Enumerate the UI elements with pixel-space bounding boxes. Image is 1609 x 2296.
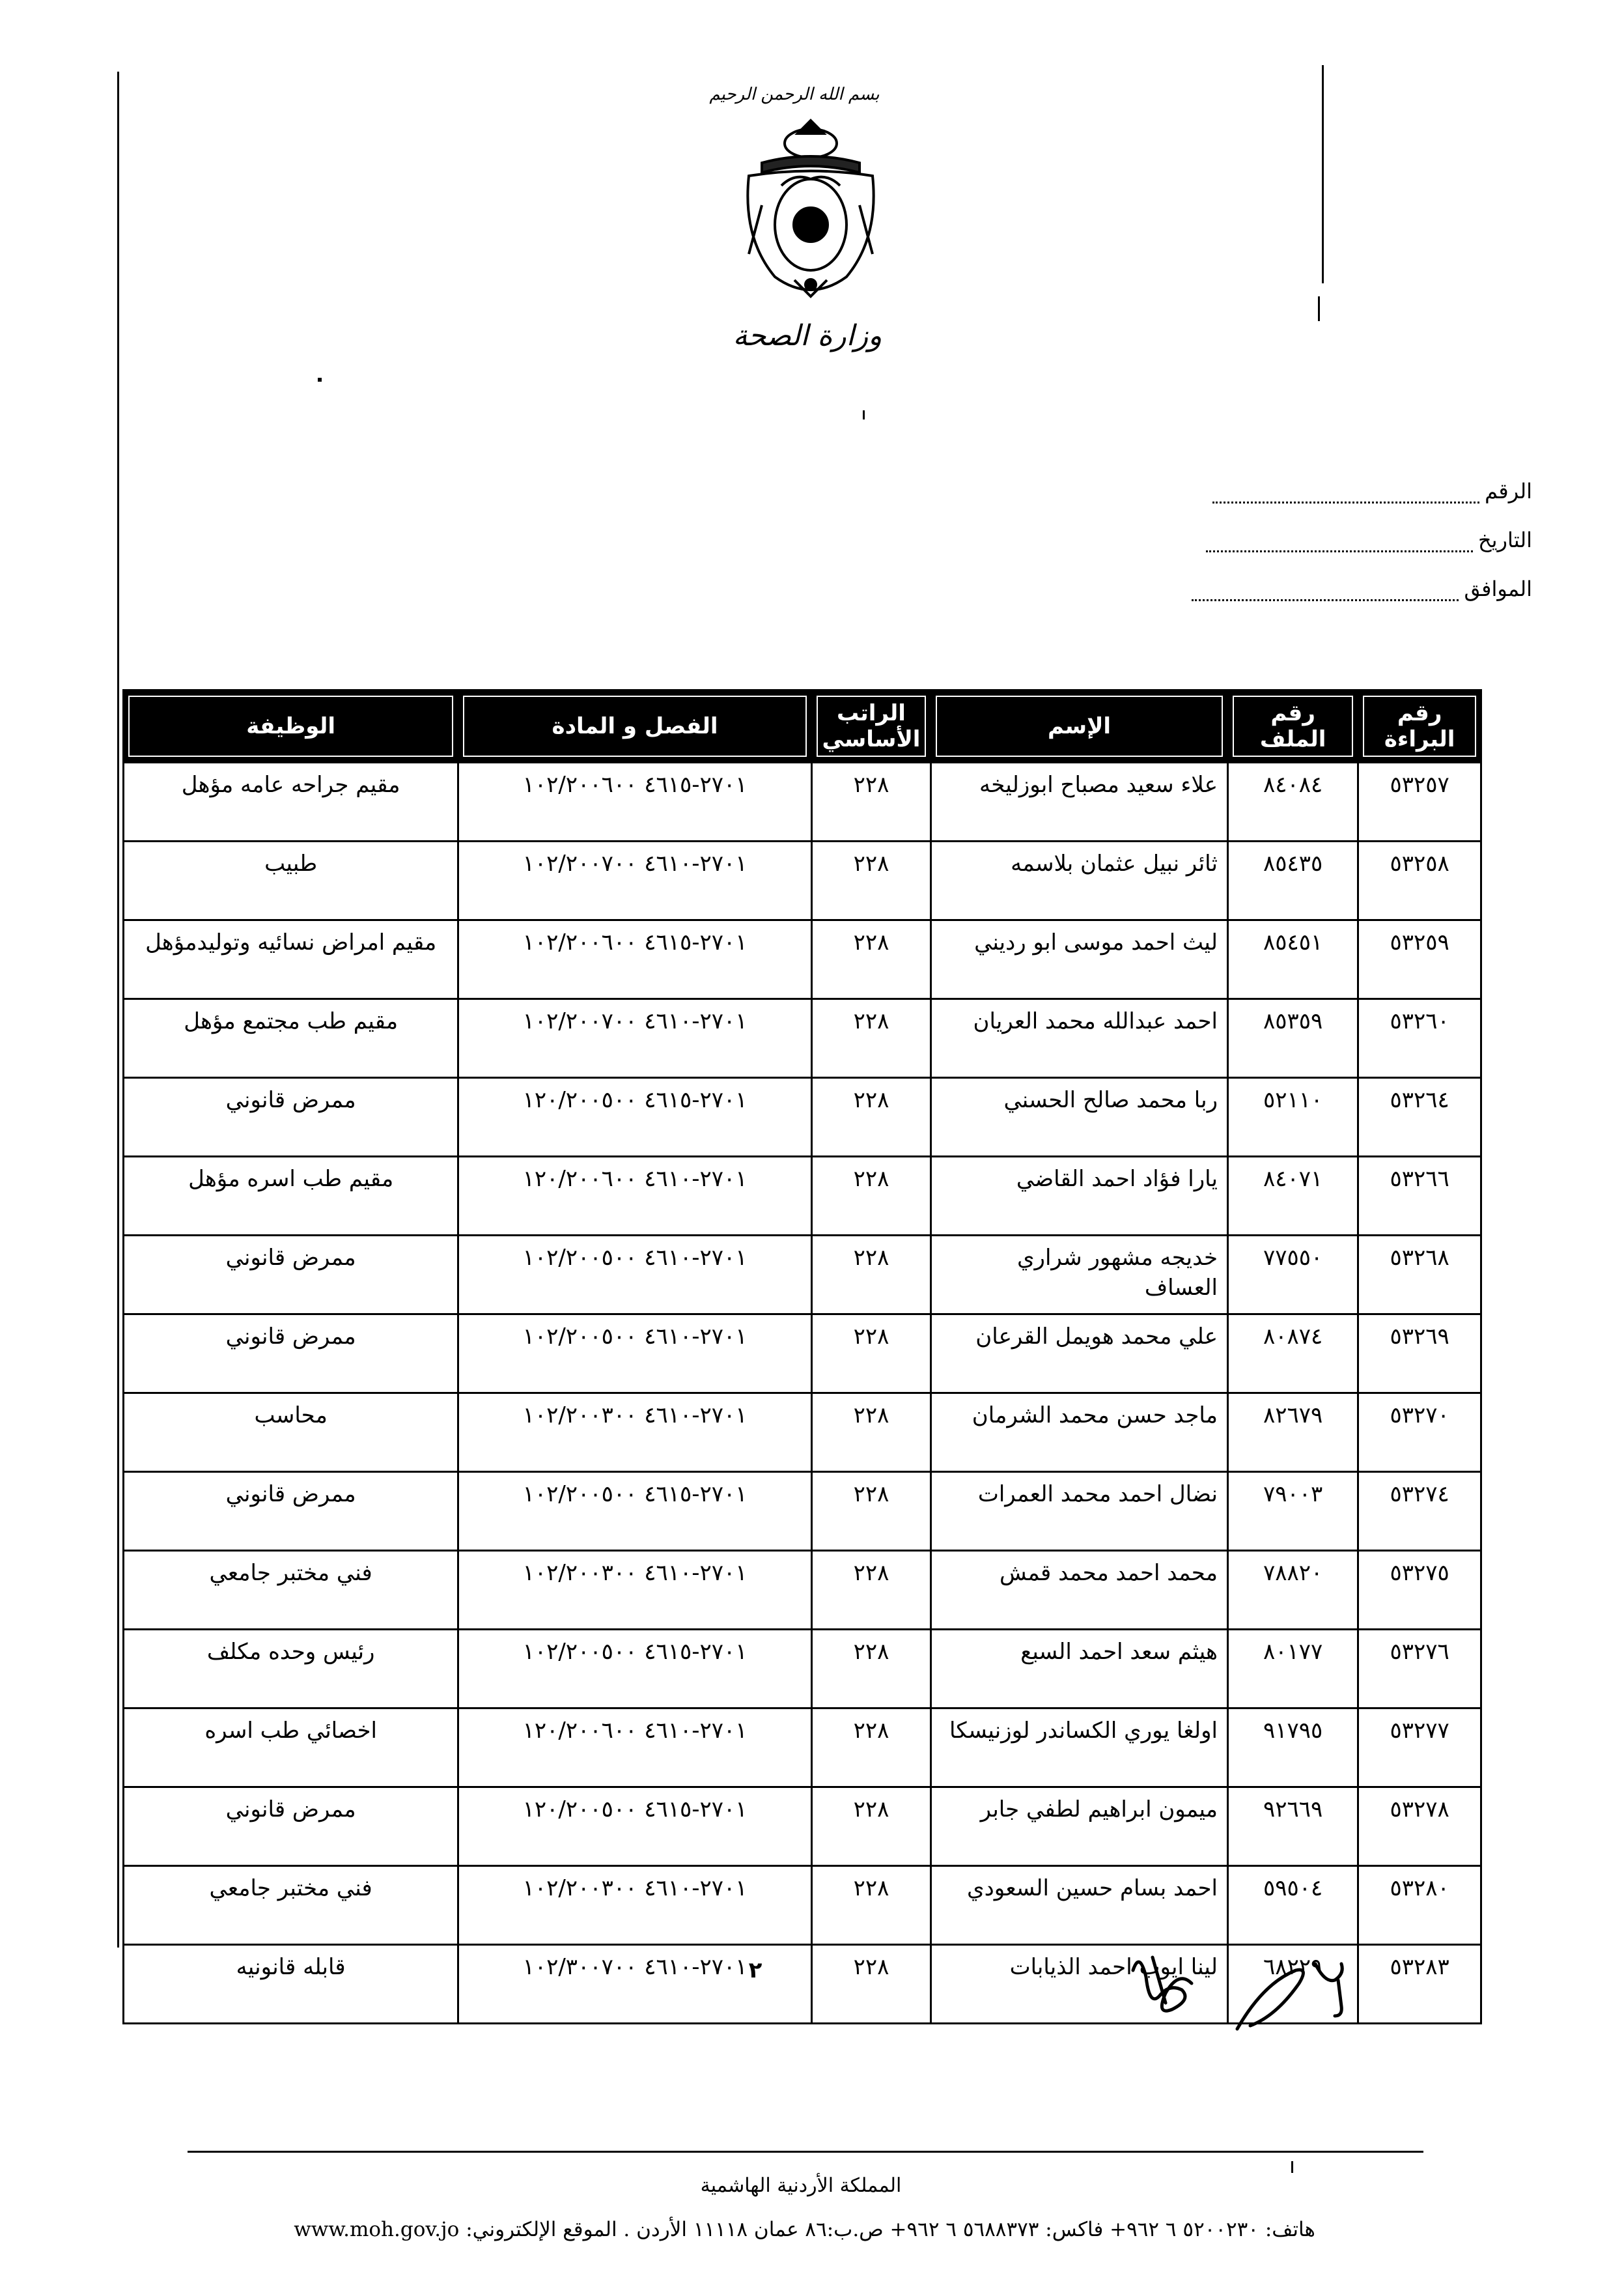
date-field bbox=[1206, 528, 1532, 552]
name-cell: خديجه مشهور شراري العساف bbox=[931, 1236, 1228, 1314]
right-margin-tick bbox=[1318, 296, 1320, 321]
name-cell: ثائر نبيل عثمان بلاسمه bbox=[931, 842, 1228, 920]
basic-salary-cell: ٢٢٨ bbox=[811, 1945, 930, 2024]
record-no-cell: ٥٣٢٦٦ bbox=[1358, 1157, 1481, 1236]
chapter-article-cell: ٢٧٠١-٤٦١٥ ١٢٠/٢٠٠٥٠٠ bbox=[458, 1078, 812, 1157]
basic-salary-cell: ٢٢٨ bbox=[811, 920, 930, 999]
table-row bbox=[124, 1787, 1481, 1866]
name-cell: ماجد حسن محمد الشرمان bbox=[931, 1393, 1228, 1472]
hijri-date-label: الموافق bbox=[1464, 576, 1532, 601]
chapter-article-cell: ٢٧٠١-٤٦١٠ ١٠٢/٢٠٠٣٠٠ bbox=[458, 1866, 812, 1945]
name-cell: نضال احمد محمد العمرات bbox=[931, 1472, 1228, 1551]
chapter-article-cell: ٢٧٠١-٤٦١٠ ١٢٠/٢٠٠٦٠٠ bbox=[458, 1708, 812, 1787]
header-name: الإسم bbox=[931, 690, 1228, 763]
file-no-cell: ٨٤٠٨٤ bbox=[1227, 763, 1358, 842]
date-dotted-line bbox=[1206, 535, 1473, 552]
record-no-cell: ٥٣٢٥٩ bbox=[1358, 920, 1481, 999]
job-title-cell: ممرض قانوني bbox=[124, 1787, 458, 1866]
basic-salary-cell: ٢٢٨ bbox=[811, 1708, 930, 1787]
job-title-cell: ممرض قانوني bbox=[124, 1236, 458, 1314]
job-title-cell: طبيب bbox=[124, 842, 458, 920]
file-no-cell: ٧٨٨٢٠ bbox=[1227, 1551, 1358, 1630]
chapter-article-cell: ٢٧٠١-٤٦١٠ ١٠٢/٣٠٠٧٠٠ bbox=[458, 1945, 812, 2024]
table-row bbox=[124, 842, 1481, 920]
handwritten-signature bbox=[1120, 1944, 1420, 2035]
number-label: الرقم bbox=[1485, 479, 1532, 503]
basic-salary-cell: ٢٢٨ bbox=[811, 1866, 930, 1945]
name-cell: لينا ايوب احمد الذيابات bbox=[931, 1945, 1228, 2024]
table-row bbox=[124, 1314, 1481, 1393]
stray-mark bbox=[318, 378, 322, 382]
record-no-cell: ٥٣٢٥٨ bbox=[1358, 842, 1481, 920]
name-cell: احمد بسام حسين السعودي bbox=[931, 1866, 1228, 1945]
table-row bbox=[124, 1078, 1481, 1157]
hijri-date-dotted-line bbox=[1192, 584, 1459, 601]
file-no-cell: ٧٩٠٠٣ bbox=[1227, 1472, 1358, 1551]
table-row bbox=[124, 1866, 1481, 1945]
ministry-title: وزارة الصحة bbox=[733, 319, 882, 352]
table-row bbox=[124, 1708, 1481, 1787]
name-cell: علاء سعيد مصباح ابوزليخه bbox=[931, 763, 1228, 842]
job-title-cell: مقيم امراض نسائيه وتوليدمؤهل bbox=[124, 920, 458, 999]
chapter-article-cell: ٢٧٠١-٤٦١٠ ١٠٢/٢٠٠٥٠٠ bbox=[458, 1314, 812, 1393]
name-cell: علي محمد هويمل القرعان bbox=[931, 1314, 1228, 1393]
record-no-cell: ٥٣٢٦٩ bbox=[1358, 1314, 1481, 1393]
record-no-cell: ٥٣٢٧٦ bbox=[1358, 1630, 1481, 1708]
basic-salary-cell: ٢٢٨ bbox=[811, 1236, 930, 1314]
file-no-cell: ٨٤٠٧١ bbox=[1227, 1157, 1358, 1236]
record-no-cell: ٥٣٢٧٤ bbox=[1358, 1472, 1481, 1551]
basic-salary-cell: ٢٢٨ bbox=[811, 999, 930, 1078]
stray-mark bbox=[863, 410, 865, 419]
record-no-cell: ٥٣٢٦٨ bbox=[1358, 1236, 1481, 1314]
table-row bbox=[124, 1472, 1481, 1551]
table-row bbox=[124, 763, 1481, 842]
date-label: التاريخ bbox=[1477, 528, 1532, 552]
basic-salary-cell: ٢٢٨ bbox=[811, 842, 930, 920]
name-cell: ميمون ابراهيم لطفي جابر bbox=[931, 1787, 1228, 1866]
basic-salary-cell: ٢٢٨ bbox=[811, 763, 930, 842]
job-title-cell: فني مختبر جامعي bbox=[124, 1866, 458, 1945]
file-no-cell: ٧٧٥٥٠ bbox=[1227, 1236, 1358, 1314]
basic-salary-cell: ٢٢٨ bbox=[811, 1472, 930, 1551]
basic-salary-cell: ٢٢٨ bbox=[811, 1551, 930, 1630]
header-chapter-article: الفصل و المادة bbox=[458, 690, 812, 763]
basic-salary-cell: ٢٢٨ bbox=[811, 1157, 930, 1236]
file-no-cell: ٥٩٥٠٤ bbox=[1227, 1866, 1358, 1945]
chapter-article-cell: ٢٧٠١-٤٦١٥ ١٠٢/٢٠٠٦٠٠ bbox=[458, 763, 812, 842]
record-no-cell: ٥٣٢٦٠ bbox=[1358, 999, 1481, 1078]
record-no-cell: ٥٣٢٨٣ bbox=[1358, 1945, 1481, 2024]
name-cell: احمد عبدالله محمد العريان bbox=[931, 999, 1228, 1078]
table-row bbox=[124, 1551, 1481, 1630]
chapter-article-cell: ٢٧٠١-٤٦١٠ ١٠٢/٢٠٠٧٠٠ bbox=[458, 842, 812, 920]
basic-salary-cell: ٢٢٨ bbox=[811, 1393, 930, 1472]
name-cell: ربا محمد صالح الحسني bbox=[931, 1078, 1228, 1157]
record-no-cell: ٥٣٢٧٠ bbox=[1358, 1393, 1481, 1472]
basic-salary-cell: ٢٢٨ bbox=[811, 1314, 930, 1393]
number-field bbox=[1212, 479, 1532, 503]
file-no-cell: ٦٨٢٢٩ bbox=[1227, 1945, 1358, 2024]
job-title-cell: ممرض قانوني bbox=[124, 1472, 458, 1551]
basic-salary-cell: ٢٢٨ bbox=[811, 1078, 930, 1157]
chapter-article-cell: ٢٧٠١-٤٦١٠ ١٠٢/٢٠٠٥٠٠ bbox=[458, 1236, 812, 1314]
file-no-cell: ٨٥٤٥١ bbox=[1227, 920, 1358, 999]
chapter-article-cell: ٢٧٠١-٤٦١٥ ١٢٠/٢٠٠٥٠٠ bbox=[458, 1787, 812, 1866]
table-row bbox=[124, 1393, 1481, 1472]
header-record-no: رقم البراءة bbox=[1358, 690, 1481, 763]
table-row bbox=[124, 920, 1481, 999]
basic-salary-cell: ٢٢٨ bbox=[811, 1630, 930, 1708]
appointments-table bbox=[122, 689, 1482, 2024]
chapter-article-cell: ٢٧٠١-٤٦١٠ ١٠٢/٢٠٠٣٠٠ bbox=[458, 1393, 812, 1472]
name-cell: محمد احمد محمد قمش bbox=[931, 1551, 1228, 1630]
record-no-cell: ٥٣٢٦٤ bbox=[1358, 1078, 1481, 1157]
job-title-cell: مقيم طب اسره مؤهل bbox=[124, 1157, 458, 1236]
header-file-no: رقم الملف bbox=[1227, 690, 1358, 763]
job-title-cell: فني مختبر جامعي bbox=[124, 1551, 458, 1630]
chapter-article-cell: ٢٧٠١-٤٦١٥ ١٠٢/٢٠٠٦٠٠ bbox=[458, 920, 812, 999]
table-row bbox=[124, 999, 1481, 1078]
number-dotted-line bbox=[1212, 486, 1479, 503]
record-no-cell: ٥٣٢٨٠ bbox=[1358, 1866, 1481, 1945]
job-title-cell: ممرض قانوني bbox=[124, 1078, 458, 1157]
basic-salary-cell: ٢٢٨ bbox=[811, 1787, 930, 1866]
coat-of-arms-emblem bbox=[736, 114, 886, 303]
footer-contact-info: هاتف: ٥٢٠٠٢٣٠ ٦ ٩٦٢+ فاكس: ٥٦٨٨٣٧٣ ٦ ٩٦٢+ ص.ب:٨٦ عمان ١١١١٨ الأردن . الموقع الإلكتروني: www.moh.gov.jo bbox=[294, 2218, 1315, 2241]
file-no-cell: ٥٢١١٠ bbox=[1227, 1078, 1358, 1157]
name-cell: هيثم سعد احمد السبع bbox=[931, 1630, 1228, 1708]
header-basic-salary: الراتب الأساسي bbox=[811, 690, 930, 763]
job-title-cell: مقيم طب مجتمع مؤهل bbox=[124, 999, 458, 1078]
basmala: بسم الله الرحمن الرحيم bbox=[709, 85, 880, 104]
chapter-article-cell: ٢٧٠١-٤٦١٥ ١٠٢/٢٠٠٥٠٠ bbox=[458, 1472, 812, 1551]
footer-divider bbox=[188, 2151, 1423, 2153]
chapter-article-cell: ٢٧٠١-٤٦١٠ ١٠٢/٢٠٠٧٠٠ bbox=[458, 999, 812, 1078]
header-job-title: الوظيفة bbox=[124, 690, 458, 763]
footer-tick bbox=[1291, 2161, 1293, 2173]
name-cell: يارا فؤاد احمد القاضي bbox=[931, 1157, 1228, 1236]
record-no-cell: ٥٣٢٧٥ bbox=[1358, 1551, 1481, 1630]
job-title-cell: مقيم جراحه عامه مؤهل bbox=[124, 763, 458, 842]
right-margin-line bbox=[1322, 65, 1324, 283]
job-title-cell: اخصائي طب اسره bbox=[124, 1708, 458, 1787]
hijri-date-field bbox=[1192, 576, 1532, 601]
left-margin-line bbox=[117, 72, 119, 1948]
name-cell: ليث احمد موسى ابو رديني bbox=[931, 920, 1228, 999]
record-no-cell: ٥٣٢٥٧ bbox=[1358, 763, 1481, 842]
chapter-article-cell: ٢٧٠١-٤٦١٥ ١٠٢/٢٠٠٥٠٠ bbox=[458, 1630, 812, 1708]
table-row bbox=[124, 1236, 1481, 1314]
footer-kingdom-name: المملكة الأردنية الهاشمية bbox=[700, 2174, 902, 2197]
job-title-cell: ممرض قانوني bbox=[124, 1314, 458, 1393]
file-no-cell: ٨٠١٧٧ bbox=[1227, 1630, 1358, 1708]
name-cell: اولغا يوري الكساندر لوزنيسكا bbox=[931, 1708, 1228, 1787]
job-title-cell: قابله قانونيه bbox=[124, 1945, 458, 2024]
table-header-row bbox=[124, 690, 1481, 763]
file-no-cell: ٨٥٤٣٥ bbox=[1227, 842, 1358, 920]
file-no-cell: ٨٠٨٧٤ bbox=[1227, 1314, 1358, 1393]
job-title-cell: رئيس وحده مكلف bbox=[124, 1630, 458, 1708]
file-no-cell: ٩٢٦٦٩ bbox=[1227, 1787, 1358, 1866]
chapter-article-cell: ٢٧٠١-٤٦١٠ ١٢٠/٢٠٠٦٠٠ bbox=[458, 1157, 812, 1236]
job-title-cell: محاسب bbox=[124, 1393, 458, 1472]
record-no-cell: ٥٣٢٧٧ bbox=[1358, 1708, 1481, 1787]
record-no-cell: ٥٣٢٧٨ bbox=[1358, 1787, 1481, 1866]
file-no-cell: ٨٥٣٥٩ bbox=[1227, 999, 1358, 1078]
page-number: ٢ bbox=[748, 1957, 763, 1983]
file-no-cell: ٩١٧٩٥ bbox=[1227, 1708, 1358, 1787]
file-no-cell: ٨٢٦٧٩ bbox=[1227, 1393, 1358, 1472]
chapter-article-cell: ٢٧٠١-٤٦١٠ ١٠٢/٢٠٠٣٠٠ bbox=[458, 1551, 812, 1630]
table-row bbox=[124, 1630, 1481, 1708]
table-row bbox=[124, 1157, 1481, 1236]
